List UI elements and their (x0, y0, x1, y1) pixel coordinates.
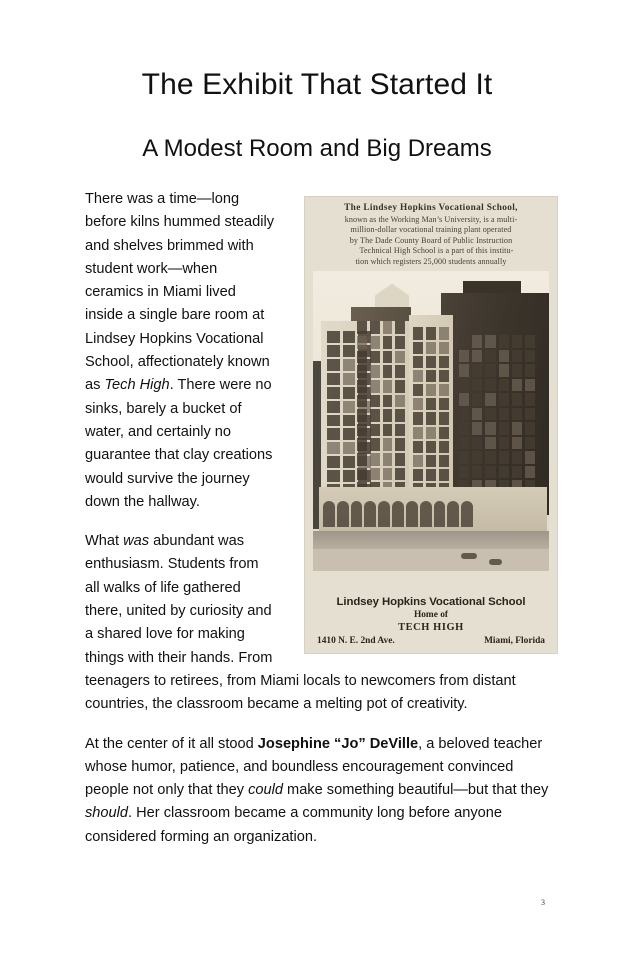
building-window (370, 321, 380, 334)
building-window (383, 409, 393, 422)
building-window (426, 412, 436, 424)
building-window (413, 398, 423, 410)
building-window (395, 336, 405, 349)
building-window (413, 412, 423, 424)
building-window (343, 345, 356, 357)
building-window (512, 466, 522, 479)
building-window (472, 379, 482, 392)
postcard-bottom-caption (305, 595, 557, 647)
building-window (525, 451, 535, 464)
building-window (343, 456, 356, 468)
building-window (499, 437, 509, 450)
building-window (512, 379, 522, 392)
building-window (370, 424, 380, 437)
postcard-tech-high: TECH HIGH (398, 622, 464, 633)
building-window (343, 401, 356, 413)
p3-bold-name: Josephine “Jo” DeVille (257, 735, 419, 752)
building-window (485, 364, 495, 377)
building-window (512, 350, 522, 363)
building-window (383, 380, 393, 393)
building-window (485, 335, 495, 348)
building-window (370, 380, 380, 393)
building-window (413, 327, 423, 339)
building-window (370, 468, 380, 481)
building-window (512, 408, 522, 421)
building-window (327, 373, 340, 385)
building-window (357, 468, 367, 481)
building-window (499, 408, 509, 421)
building-window (357, 424, 367, 437)
building-window (383, 424, 393, 437)
building-window (525, 466, 535, 479)
postcard-address-row (305, 634, 557, 647)
building-window (426, 384, 436, 396)
building-window (472, 408, 482, 421)
building-window (383, 453, 393, 466)
building-window (525, 408, 535, 421)
building-window (472, 466, 482, 479)
building-window (499, 335, 509, 348)
building-arch (420, 501, 432, 527)
building-window (499, 422, 509, 435)
building-window (485, 393, 495, 406)
building-window (383, 351, 393, 364)
building-window (485, 350, 495, 363)
building-window (413, 441, 423, 453)
building-window (439, 455, 449, 467)
paragraph-three (85, 733, 558, 849)
building-window (459, 451, 469, 464)
building-window (426, 356, 436, 368)
building-window (357, 395, 367, 408)
building-window (327, 387, 340, 399)
building-window (512, 422, 522, 435)
building-window (343, 415, 356, 427)
building-window (357, 321, 367, 334)
building-window (439, 441, 449, 453)
postcard-caption-line-6: tion which registers 25,000 students annually (355, 256, 507, 266)
building-window (499, 393, 509, 406)
p3-italic-could: could (248, 782, 283, 799)
building-arcade (323, 501, 473, 527)
p2-text-b: abundant was enthusiasm. Students from all walks of life gathered there, united by curiosity and a shared love for making things with their hands. From teenagers to retirees, from Miami locals to newcomers from distant countries, the classroom became a melting pot of creativity. (85, 533, 516, 713)
building-window (383, 336, 393, 349)
building-window (512, 364, 522, 377)
building-window (370, 409, 380, 422)
building-window (413, 427, 423, 439)
building-window (327, 401, 340, 413)
building-window (327, 415, 340, 427)
building-window (426, 427, 436, 439)
p1-text-b: . There were no sinks, barely a bucket of water, and certainly no guarantee that clay creations would survive the journey down the hallway. (85, 377, 273, 510)
building-window (370, 351, 380, 364)
building-window (499, 451, 509, 464)
building-window (395, 438, 405, 451)
building-window (357, 453, 367, 466)
building-window (439, 327, 449, 339)
building-window (383, 365, 393, 378)
building-window (426, 342, 436, 354)
building-window (459, 364, 469, 377)
building-window (512, 335, 522, 348)
building-window (472, 437, 482, 450)
building-window (485, 422, 495, 435)
postcard-city-state: Miami, Florida (484, 636, 545, 646)
building-window (485, 451, 495, 464)
building-window (343, 359, 356, 371)
postcard-caption-line-2: known as the Working Man’s University, is a multi- (344, 214, 518, 224)
postcard-top-caption (305, 197, 557, 269)
photo-car-a (461, 553, 477, 559)
building-window (383, 395, 393, 408)
building-arch (447, 501, 459, 527)
building-window (512, 437, 522, 450)
p1-text-a: There was a time—long before kilns hummed steadily and shelves brimmed with student work—when ceramics in Miami lived inside a single bare room at Lindsey Hopkins Vocational School, affectionately known as (85, 191, 274, 394)
building-window (357, 336, 367, 349)
building-window (357, 380, 367, 393)
building-window (472, 422, 482, 435)
building-window (370, 365, 380, 378)
postcard-caption-line-4: by The Dade County Board of Public Instruction (349, 235, 513, 245)
building-window (370, 438, 380, 451)
building-window (383, 468, 393, 481)
building-arch (364, 501, 376, 527)
building-window (343, 373, 356, 385)
building-window (525, 393, 535, 406)
p2-italic-was: was (123, 533, 150, 550)
postcard-street-address: 1410 N. E. 2nd Ave. (317, 636, 395, 646)
building-window (395, 351, 405, 364)
building-window (357, 409, 367, 422)
building-window (459, 466, 469, 479)
building-window (343, 428, 356, 440)
building-window (525, 379, 535, 392)
building-arch (461, 501, 473, 527)
postcard-caption-line-5: Technical High School is a part of this institu- (359, 246, 514, 256)
building-window (499, 364, 509, 377)
building-window (459, 335, 469, 348)
building-arch (351, 501, 363, 527)
building-window (370, 395, 380, 408)
building-arch (392, 501, 404, 527)
article-body (85, 188, 558, 849)
building-window (525, 335, 535, 348)
p1-italic-tech-high: Tech High (104, 377, 170, 394)
building-window (459, 393, 469, 406)
p3-text-c: make something beautiful—but that they (282, 782, 549, 799)
building-window (439, 384, 449, 396)
building-window (327, 428, 340, 440)
building-window (459, 408, 469, 421)
p3-text-d: . Her classroom became a community long before anyone considered forming an organization. (85, 805, 502, 845)
building-window (512, 451, 522, 464)
building-window (395, 468, 405, 481)
building-window (426, 441, 436, 453)
building-window (413, 370, 423, 382)
photo-car-b (489, 559, 502, 565)
building-window (327, 331, 340, 343)
building-window (459, 379, 469, 392)
building-window (485, 379, 495, 392)
building-arch (434, 501, 446, 527)
building-window (439, 370, 449, 382)
window-grid-right (413, 327, 449, 509)
building-window (413, 384, 423, 396)
building-window (439, 342, 449, 354)
building-window (439, 427, 449, 439)
p3-text-a: At the center of it all stood (85, 735, 258, 752)
building-arch (378, 501, 390, 527)
building-window (472, 350, 482, 363)
building-window (439, 412, 449, 424)
building-window (370, 336, 380, 349)
postcard-caption-line-1: The Lindsey Hopkins Vocational School, (344, 203, 518, 213)
building-window (426, 455, 436, 467)
building-window (426, 398, 436, 410)
window-grid-mid (357, 321, 405, 509)
building-window (395, 321, 405, 334)
building-window (413, 356, 423, 368)
building-window (395, 395, 405, 408)
building-window (439, 469, 449, 481)
window-grid-dark (459, 335, 535, 507)
building-window (512, 393, 522, 406)
building-window (327, 345, 340, 357)
building-window (413, 469, 423, 481)
building-window (370, 453, 380, 466)
building-window (459, 422, 469, 435)
building-window (485, 408, 495, 421)
building-window (395, 365, 405, 378)
building-window (472, 364, 482, 377)
building-window (395, 409, 405, 422)
building-window (459, 437, 469, 450)
building-window (357, 365, 367, 378)
building-window (439, 398, 449, 410)
building-arch (323, 501, 335, 527)
page-subtitle: A Modest Room and Big Dreams (142, 134, 492, 162)
building-window (485, 466, 495, 479)
building-window (499, 466, 509, 479)
building-window (472, 335, 482, 348)
building-window (327, 442, 340, 454)
building-arch (406, 501, 418, 527)
building-window (426, 327, 436, 339)
building-window (525, 364, 535, 377)
building-window (459, 350, 469, 363)
p2-text-a: What (85, 533, 124, 550)
postcard-home-of: Home of (413, 610, 449, 620)
building-window (525, 437, 535, 450)
building-window (383, 438, 393, 451)
p3-text-b: , a beloved teacher whose humor, patience, and boundless encouragement convinced people not only that they (85, 735, 543, 799)
building-window (395, 380, 405, 393)
building-window (327, 359, 340, 371)
building-window (413, 455, 423, 467)
building-window (499, 379, 509, 392)
school-building-photo (313, 271, 549, 571)
building-window (343, 442, 356, 454)
p3-italic-should: should (85, 805, 129, 822)
building-window (343, 387, 356, 399)
building-window (472, 393, 482, 406)
building-window (327, 456, 340, 468)
building-window (525, 422, 535, 435)
building-window (395, 424, 405, 437)
building-window (343, 470, 356, 482)
building-window (357, 438, 367, 451)
page-number: 3 (541, 898, 545, 907)
building-window (426, 370, 436, 382)
postcard-caption-line-3: million-dollar vocational training plant operated (350, 225, 512, 235)
building-window (413, 342, 423, 354)
building-window (499, 350, 509, 363)
building-window (439, 356, 449, 368)
building-window (395, 453, 405, 466)
building-arch (337, 501, 349, 527)
building-window (485, 437, 495, 450)
page-title: The Exhibit That Started It (141, 68, 493, 101)
building-window (357, 351, 367, 364)
building-window (426, 469, 436, 481)
building-window (525, 350, 535, 363)
postcard-figure (304, 196, 558, 654)
building-window (472, 451, 482, 464)
photo-street (313, 549, 549, 571)
building-window (383, 321, 393, 334)
building-window (327, 470, 340, 482)
postcard-school-name: Lindsey Hopkins Vocational School (336, 596, 526, 608)
building-window (343, 331, 356, 343)
